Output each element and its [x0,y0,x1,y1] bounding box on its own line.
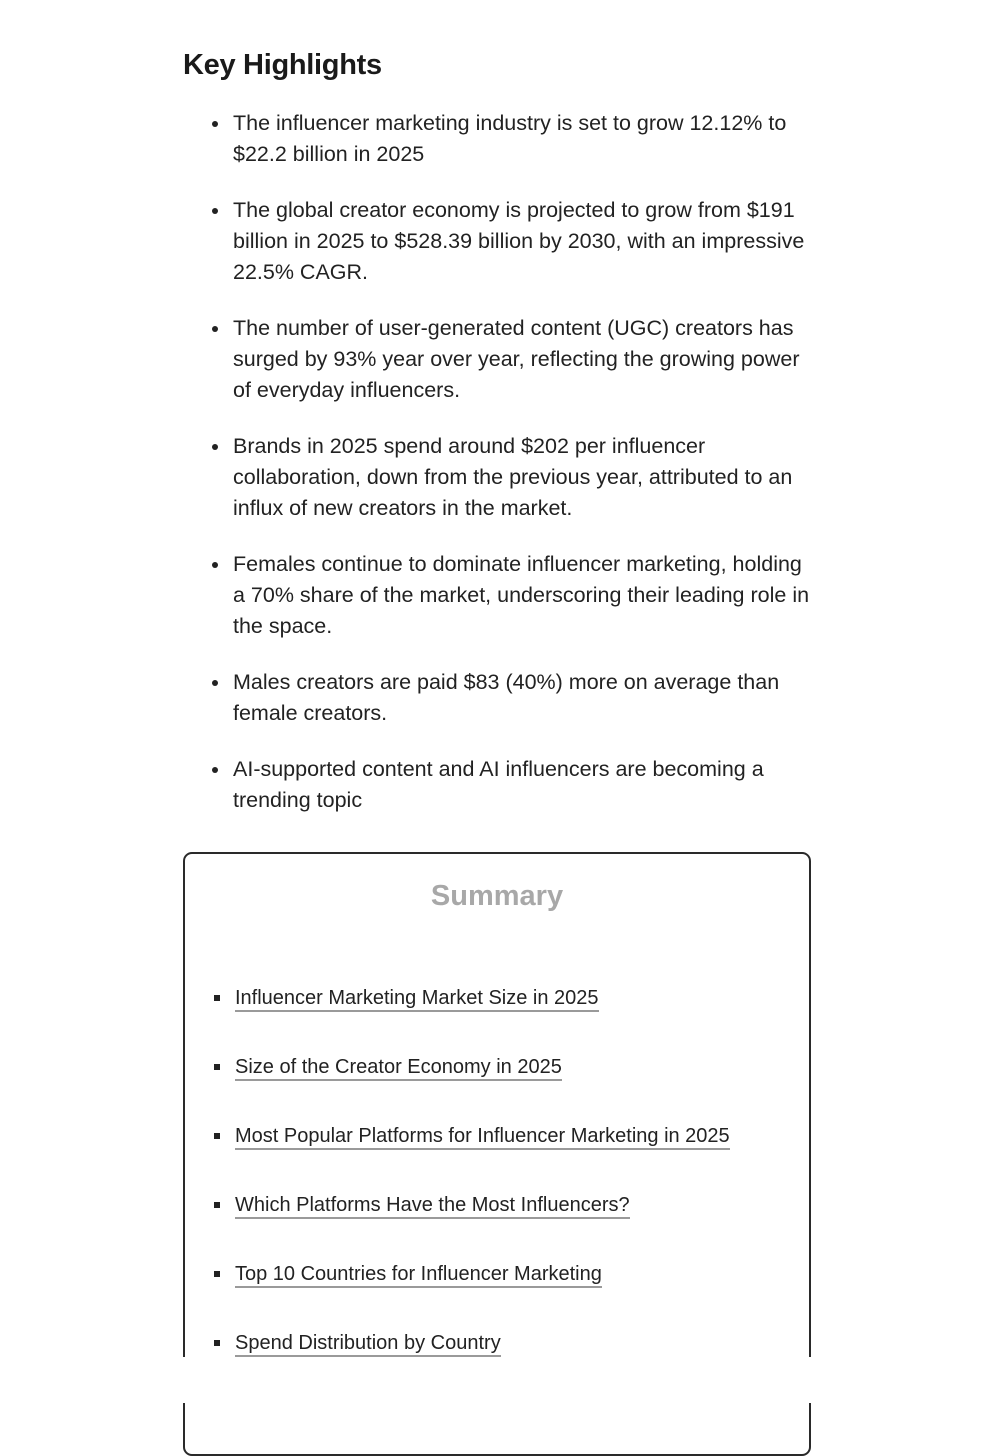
toc-link-top-countries[interactable]: Top 10 Countries for Influencer Marketing [235,1263,602,1288]
highlight-item [183,108,811,170]
highlight-text: The global creator economy is projected to grow from $191 billion in 2025 to $528.39 billion by 2030, with an impressive 22.5% CAGR. [233,198,805,284]
highlight-item [183,549,811,642]
summary-title: Summary [430,880,564,912]
highlight-item [183,313,811,406]
highlight-text: AI-supported content and AI influencers are becoming a trending topic [233,757,764,812]
square-bullet-icon [214,995,220,1001]
highlight-text: The influencer marketing industry is set to grow 12.12% to $22.2 billion in 2025 [233,111,787,166]
toc-item [185,1053,809,1122]
square-bullet-icon [214,1133,220,1139]
square-bullet-icon [214,1340,220,1346]
toc-link-creator-economy[interactable]: Size of the Creator Economy in 2025 [235,1056,562,1081]
key-highlights-list [183,108,811,841]
toc-item [185,1122,809,1191]
highlight-text: Brands in 2025 spend around $202 per influencer collaboration, down from the previous year, attributed to an influx of new creators in the market. [233,434,793,520]
highlight-item [183,667,811,729]
highlight-text: Males creators are paid $83 (40%) more on average than female creators. [233,670,780,725]
highlight-item [183,754,811,816]
bullet-icon [212,767,218,773]
square-bullet-icon [214,1064,220,1070]
bullet-icon [212,444,218,450]
toc-item [185,1260,809,1329]
bullet-icon [212,326,218,332]
highlight-item [183,431,811,524]
toc-link-market-size[interactable]: Influencer Marketing Market Size in 2025 [235,987,599,1012]
toc-link-most-influencers[interactable]: Which Platforms Have the Most Influencers? [235,1194,630,1219]
bullet-icon [212,680,218,686]
toc-item [185,984,809,1053]
page-bottom-margin [0,1357,992,1403]
square-bullet-icon [214,1202,220,1208]
square-bullet-icon [214,1271,220,1277]
bullet-icon [212,562,218,568]
toc-link-spend-distribution[interactable]: Spend Distribution by Country [235,1332,501,1357]
key-highlights-heading: Key Highlights [183,49,382,81]
bullet-icon [212,208,218,214]
toc-item [185,1191,809,1260]
toc-link-popular-platforms[interactable]: Most Popular Platforms for Influencer Marketing in 2025 [235,1125,730,1150]
highlight-item [183,195,811,288]
highlight-text: Females continue to dominate influencer marketing, holding a 70% share of the market, underscoring their leading role in the space. [233,552,810,638]
bullet-icon [212,121,218,127]
highlight-text: The number of user-generated content (UGC) creators has surged by 93% year over year, reflecting the growing power of everyday influencers. [233,316,800,402]
summary-toc-list [185,984,809,1398]
